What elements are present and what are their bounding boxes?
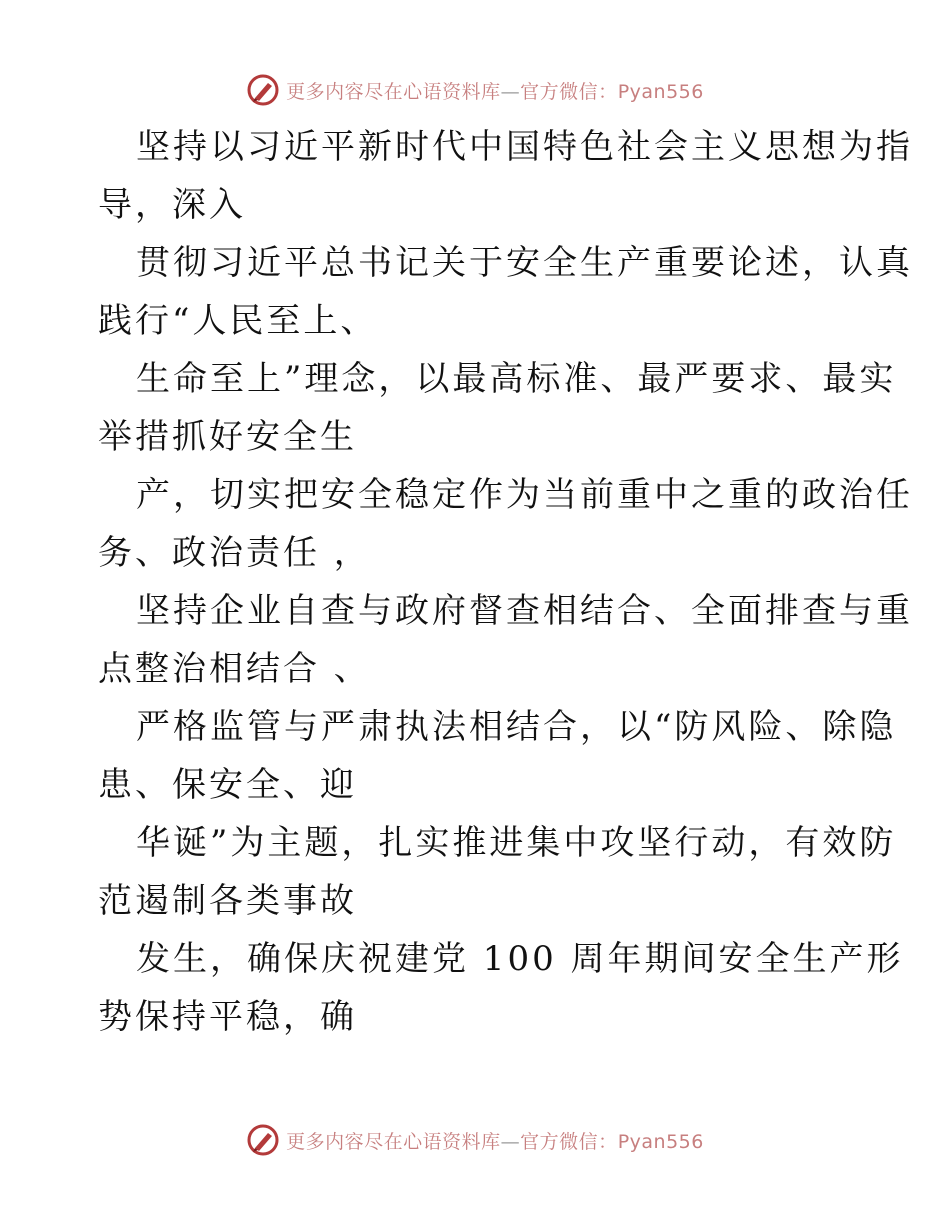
text-line-2: 导，深入: [98, 185, 246, 225]
text-line-14: 范遏制各类事故: [98, 881, 357, 921]
pen-logo-icon: [246, 73, 280, 107]
watermark-wechat-label: 官方微信：: [520, 80, 618, 103]
watermark-text: [286, 1127, 704, 1154]
watermark-text: [286, 77, 704, 104]
text-line-15: 发生，确保庆祝建党 100 周年期间安全生产形: [136, 939, 904, 979]
watermark-brand: 更多内容尽在心语资料库: [286, 1130, 501, 1153]
text-line-13: 华诞”为主题，扎实推进集中攻坚行动，有效防: [136, 823, 897, 863]
text-line-5: 生命至上”理念，以最高标准、最严要求、最实: [136, 359, 897, 399]
watermark-brand: 更多内容尽在心语资料库: [286, 80, 501, 103]
text-line-12: 患、保安全、迎: [98, 765, 357, 805]
watermark-wechat-id: Pyan556: [617, 1130, 704, 1153]
footer-watermark: [0, 1120, 950, 1160]
document-body: [98, 118, 913, 1046]
text-line-3: 贯彻习近平总书记关于安全生产重要论述，认真: [136, 243, 913, 283]
text-line-16: 势保持平稳，确: [98, 997, 357, 1037]
text-line-10: 点整治相结合 、: [98, 649, 371, 689]
text-line-4: 践行“人民至上、: [98, 301, 378, 341]
watermark-separator: —: [500, 80, 521, 103]
watermark-wechat-id: Pyan556: [617, 80, 704, 103]
watermark-separator: —: [500, 1130, 521, 1153]
text-line-8: 务、政治责任 ，: [98, 533, 371, 573]
header-watermark: [0, 70, 950, 110]
text-line-6: 举措抓好安全生: [98, 417, 357, 457]
text-line-7: 产，切实把安全稳定作为当前重中之重的政治任: [136, 475, 913, 515]
pen-logo-icon: [246, 1123, 280, 1157]
text-line-9: 坚持企业自查与政府督查相结合、全面排查与重: [136, 591, 913, 631]
watermark-wechat-label: 官方微信：: [520, 1130, 618, 1153]
text-line-11: 严格监管与严肃执法相结合，以“防风险、除隐: [136, 707, 897, 747]
text-line-1: 坚持以习近平新时代中国特色社会主义思想为指: [136, 127, 913, 167]
